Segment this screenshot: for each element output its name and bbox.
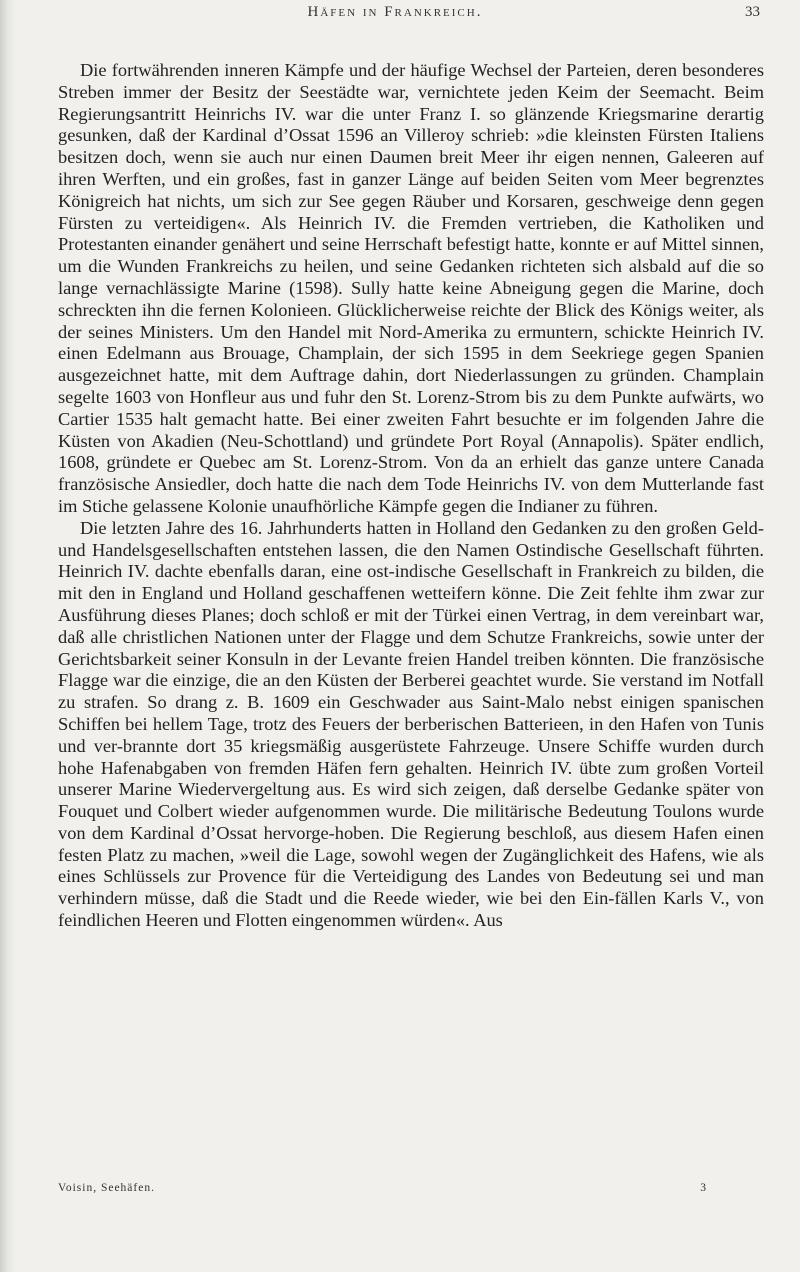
running-head: Häfen in Frankreich. [307,4,483,20]
body-text [58,60,764,932]
page-number: 33 [745,4,760,20]
page-header [70,4,760,38]
binding-gutter [0,0,16,1272]
footer-signature: Voisin, Seehäfen. [58,1182,155,1194]
paragraph: Die letzten Jahre des 16. Jahrhunderts hatten in Holland den Gedanken zu den großen Geld- und Handelsgesellschaften entstehen lassen, die den Namen Ostindische Gesellschaft führten. Heinrich IV. dachte ebenfalls daran, eine ost-indische Gesellschaft in Frankreich zu bilden, die mit den in England und Holland geschaffenen wetteifern könne. Die Zeit fehlte ihm zwar zur Ausführung dieses Planes; doch schloß er mit der Türkei einen Vertrag, in dem vereinbart war, daß alle christlichen Nationen unter der Flagge und dem Schutze Frankreichs, sowie unter der Gerichtsbarkeit seiner Konsuln in der Levante freien Handel treiben könnten. Die französische Flagge war die einzige, die an den Küsten der Berberei geachtet wurde. Sie verstand im Notfall zu strafen. So drang z. B. 1609 ein Geschwader aus Saint-Malo nebst einigen spanischen Schiffen bei hellem Tage, trotz des Feuers der berberischen Batterieen, in den Hafen von Tunis und ver-brannte dort 35 kriegsmäßig ausgerüstete Fahrzeuge. Unsere Schiffe wurden durch hohe Hafenabgaben von fremden Häfen fern gehalten. Heinrich IV. übte zum großen Vorteil unserer Marine Wiedervergeltung aus. Es wird sich zeigen, daß derselbe Gedanke später von Fouquet und Colbert wieder aufgenommen wurde. Die militärische Bedeutung Toulons wurde von dem Kardinal d’Ossat hervorge-hoben. Die Regierung beschloß, aus diesem Hafen einen festen Platz zu machen, »weil die Lage, sowohl wegen der Zugänglichkeit des Hafens, wie als eines Schlüssels zur Provence für die Verteidigung des Landes von Bedeutung sei und man verhindern müsse, daß die Stadt und die Reede wieder, wie bei den Ein-fällen Karls V., von feindlichen Heeren und Flotten eingenommen würden«. Aus [58,517,764,931]
page-footer [58,1182,764,1200]
paragraph: Die fortwährenden inneren Kämpfe und der häufige Wechsel der Parteien, deren besonderes Streben immer der Besitz der Seestädte war, vernichtete jeden Keim der Seemacht. Beim Regierungsantritt Heinrichs IV. war die unter Franz I. so glänzende Kriegsmarine derartig gesunken, daß der Kardinal d’Ossat 1596 an Villeroy schrieb: »die kleinsten Fürsten Italiens besitzen doch, wenn sie auch nur einen Daumen breit Meer ihr eigen nennen, Galeeren auf ihren Werften, und ein großes, fast in ganzer Länge auf beiden Seiten vom Meer begrenztes Königreich hat nichts, um sich zur See gegen Räuber und Korsaren, geschweige denn gegen Fürsten zu verteidigen«. Als Heinrich IV. die Fremden vertrieben, die Katholiken und Protestanten einander genähert und seine Herrschaft befestigt hatte, konnte er auf Mittel sinnen, um die Wunden Frankreichs zu heilen, und seine Gedanken richteten sich alsbald auf die so lange vernachlässigte Marine (1598). Sully hatte keine Abneigung gegen die Marine, doch schreckten ihn die fernen Kolonieen. Glücklicherweise reichte der Blick des Königs weiter, als der seines Ministers. Um den Handel mit Nord-Amerika zu ermuntern, schickte Heinrich IV. einen Edelmann aus Brouage, Champlain, der sich 1595 in dem Seekriege gegen Spanien ausgezeichnet hatte, mit dem Auftrage dahin, dort Niederlassungen zu gründen. Champlain segelte 1603 von Honfleur aus und fuhr den St. Lorenz-Strom bis zu dem Punkte aufwärts, wo Cartier 1535 halt gemacht hatte. Bei einer zweiten Fahrt besuchte er im folgenden Jahre die Küsten von Akadien (Neu-Schottland) und gründete Port Royal (Annapolis). Später endlich, 1608, gründete er Quebec am St. Lorenz-Strom. Von da an erhielt das ganze untere Canada französische Ansiedler, doch hatte die nach dem Tode Heinrichs IV. von dem Mutterlande fast im Stiche gelassene Kolonie unaufhörliche Kämpfe gegen die Indianer zu führen. [58,60,764,516]
sheet-number: 3 [700,1182,706,1194]
